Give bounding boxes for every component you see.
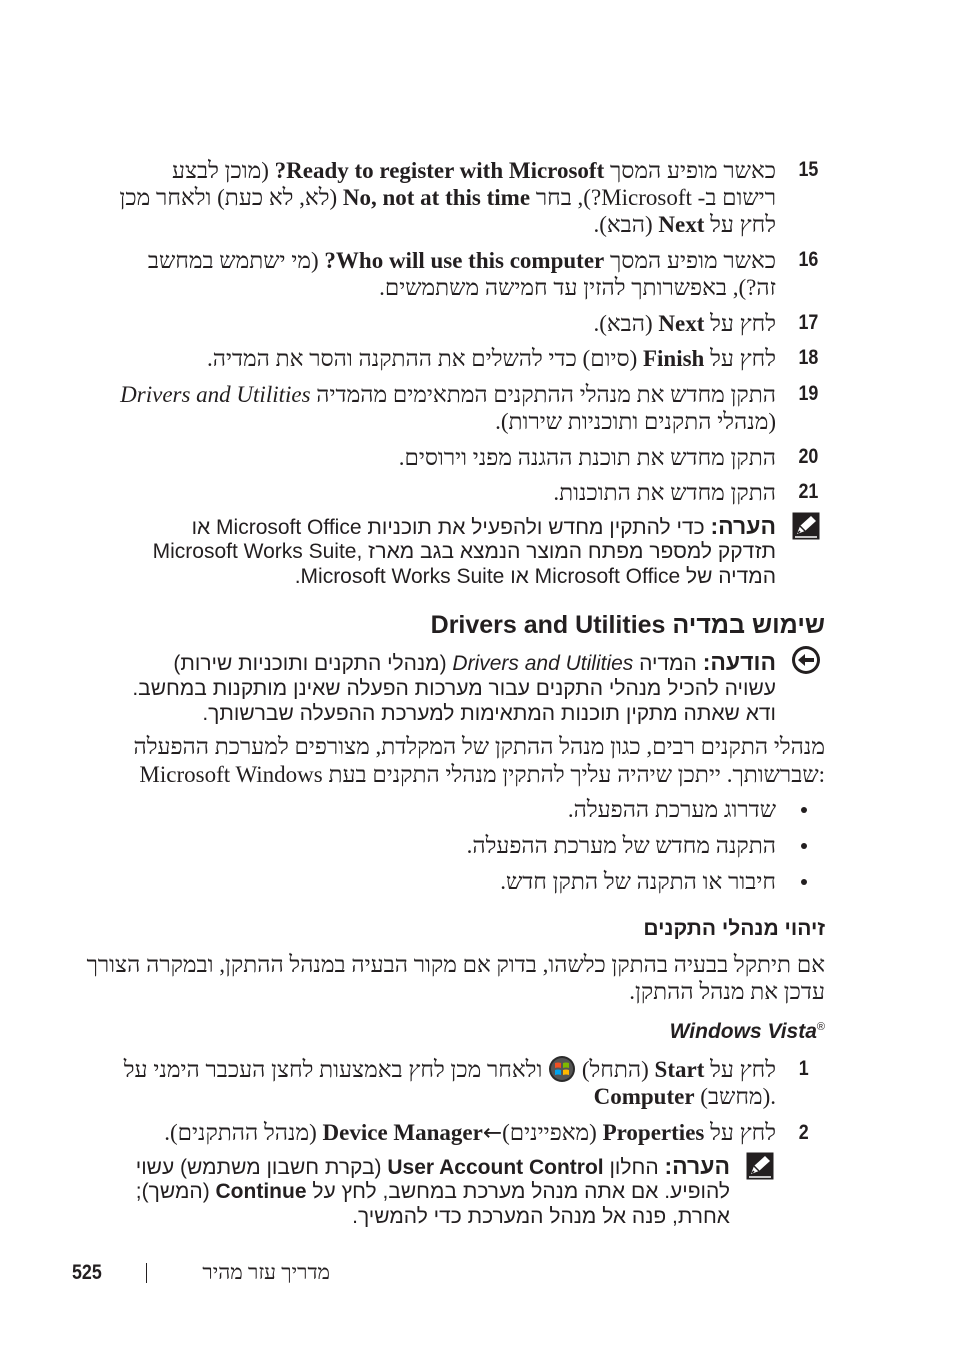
- text: ולאחר מכן לחץ באמצעות לחצן העכבר הימני על: [123, 1057, 549, 1082]
- notice-line-1: [173, 649, 776, 677]
- footer-title: מדריך עזר מהיר: [202, 1260, 330, 1284]
- text: (מנהלי התקנים ותוכניות שירות): [173, 652, 453, 675]
- text: (הבא).: [593, 311, 659, 336]
- note-2-line-2: [136, 1178, 730, 1205]
- text: כאשר מופיע המסך: [604, 248, 776, 273]
- note-1-line-1: [192, 513, 776, 541]
- text: כאשר מופיע המסך: [604, 158, 776, 183]
- drivers-utilities-label: Drivers and Utilities: [452, 652, 634, 675]
- text: (מחשב).: [694, 1084, 776, 1109]
- notice-icon: [791, 645, 821, 675]
- text: החלון: [603, 1156, 665, 1179]
- footer-divider: [146, 1263, 147, 1283]
- paragraph-2-line-1: אם תיתקל בבעיה בהתקן כלשהו, בדוק אם מקור הבעיה במנהל ההתקן, ובמקרה הצורך: [86, 952, 825, 977]
- note-2-line-1: [136, 1153, 730, 1181]
- text: Windows Vista: [669, 1020, 817, 1043]
- text: (מי ישתמש במחשב: [147, 248, 325, 273]
- note-label: הערה:: [664, 1153, 730, 1179]
- text: (הבא).: [593, 212, 659, 237]
- note-pencil-icon: [792, 512, 820, 540]
- windows-vista-heading: [670, 1020, 825, 1044]
- notice-line-2: עשויה להכיל מנהלי התקנים עבור מערכות הפעלה שאינן מותקנות במחשב.: [132, 677, 776, 700]
- bullet-item-1: שדרוג מערכת ההפעלה.: [567, 797, 776, 822]
- step-17-number: 17: [798, 311, 818, 334]
- step-15-line-1: [172, 157, 776, 184]
- step-16-line-1: [148, 247, 776, 274]
- text: לחץ על: [704, 1120, 776, 1145]
- not-at-this-time-label: No, not at this time: [342, 185, 531, 210]
- paragraph-1-line-2: Microsoft Windows שברשותך. ייתכן שיהיה עליך להתקין מנהלי התקנים בעת:: [139, 762, 825, 787]
- step-21-number: 21: [798, 480, 818, 503]
- text: (מאפיינים): [502, 1120, 603, 1145]
- text: לחץ על: [704, 212, 776, 237]
- bullet-dot: [801, 843, 807, 849]
- bullet-item-2: התקנה מחדש של מערכת ההפעלה.: [466, 833, 776, 858]
- text: (לא, לא כעת) ולאחר מכן: [119, 185, 343, 210]
- drivers-utilities-label: Drivers and Utilities: [120, 382, 311, 407]
- text: (המשך);: [135, 1180, 216, 1203]
- step-15-number: 15: [798, 158, 818, 181]
- registered-mark: ®: [816, 1021, 825, 1033]
- windows-start-icon: [548, 1055, 576, 1083]
- step-16-line-2: זה?), באפשרותך להזין עד חמישה משתמשים.: [379, 275, 776, 300]
- text: (התחל): [576, 1057, 655, 1082]
- text: כדי להתקין מחדש ולהפעיל את תוכניות Microsoft Office או: [191, 516, 711, 539]
- note-pencil-icon: [746, 1152, 774, 1180]
- step-16-number: 16: [798, 248, 818, 271]
- text: (מנהל ההתקנים).: [164, 1120, 323, 1145]
- step-19-line-2: (מנהלי התקנים ותוכניות שירות).: [495, 409, 776, 434]
- start-label: Start: [654, 1057, 705, 1082]
- paragraph-2-line-2: עדכן את מנהל ההתקן.: [629, 979, 825, 1004]
- text: לחץ על: [704, 1057, 776, 1082]
- text: לחץ על: [704, 346, 776, 371]
- notice-line-3: ודא שאתה מתקין תוכנות המתאימות למערכת ההפעלה שברשותך.: [202, 702, 776, 725]
- step-19-number: 19: [798, 382, 818, 405]
- note-label: הערה:: [710, 513, 776, 539]
- continue-label: Continue: [215, 1180, 307, 1203]
- step-19-line-1: [120, 381, 776, 408]
- finish-label: Finish: [642, 346, 705, 371]
- device-manager-label: Device Manager: [322, 1120, 483, 1145]
- bullet-item-3: חיבור או התקנה של התקן חדש.: [500, 869, 776, 894]
- text: (בקרת חשבון משתמש) עשוי: [135, 1156, 388, 1179]
- text: להופיע. אם אתה מנהל מערכת במחשב, לחץ על: [306, 1180, 730, 1203]
- text: רישום ב- Microsoft?), בחר: [530, 185, 776, 210]
- text: (סיום) כדי להשלים את ההתקנה והסר את המדיה.: [206, 346, 643, 371]
- note-1-line-3: המדיה של Microsoft Office או Microsoft Works Suite.: [294, 565, 776, 588]
- step-20-line-1: התקן מחדש את תוכנת ההגנה מפני וירוסים.: [398, 445, 776, 470]
- step-20-number: 20: [798, 445, 818, 468]
- ready-to-register-label: Ready to register with Microsoft?: [274, 158, 605, 183]
- page-number: 525: [72, 1261, 102, 1284]
- section-heading-drivers-utilities: שימוש במדיה Drivers and Utilities: [430, 611, 825, 639]
- bullet-dot: [801, 807, 807, 813]
- bullet-dot: [801, 879, 807, 885]
- properties-label: Properties: [602, 1120, 705, 1145]
- section-heading-identify-drivers: זיהוי מנהלי התקנים: [643, 917, 825, 940]
- note-1-line-2: Microsoft Works Suite, תזדקק למספר מפתח המוצר הנמצא בגב מארז: [152, 540, 776, 563]
- step-17-line-1: [593, 310, 776, 337]
- paragraph-1-line-1: מנהלי התקנים רבים, כגון מנהל ההתקן של המקלדת, מצורפים למערכת ההפעלה: [133, 734, 825, 759]
- next-label: Next: [658, 311, 705, 336]
- who-will-use-label: Who will use this computer?: [324, 248, 605, 273]
- text: (מוכן לבצע: [171, 158, 275, 183]
- step-18-number: 18: [798, 346, 818, 369]
- user-account-control-label: User Account Control: [387, 1156, 604, 1179]
- vista-step-2-line-1: [164, 1119, 776, 1147]
- step-21-line-1: התקן מחדש את התוכנות.: [553, 480, 776, 505]
- vista-step-2-number: 2: [799, 1121, 809, 1144]
- text: המדיה: [633, 652, 703, 675]
- vista-step-1-line-2: [594, 1083, 776, 1110]
- text: לחץ על: [704, 311, 776, 336]
- next-label: Next: [658, 212, 705, 237]
- arrow-icon: ←: [482, 1120, 503, 1146]
- note-2-line-3: אחרת, פנה אל מנהל המערכת כדי להמשיך.: [352, 1205, 730, 1228]
- step-15-line-3: [593, 211, 776, 238]
- vista-step-1-line-1: [124, 1055, 776, 1083]
- step-18-line-1: [207, 345, 776, 372]
- computer-label: Computer: [593, 1084, 695, 1109]
- notice-label: הודעה:: [702, 649, 776, 675]
- text: התקן מחדש את מנהלי ההתקנים המתאימים מהמדיה: [310, 382, 776, 407]
- step-15-line-2: [120, 184, 776, 211]
- vista-step-1-number: 1: [799, 1057, 809, 1080]
